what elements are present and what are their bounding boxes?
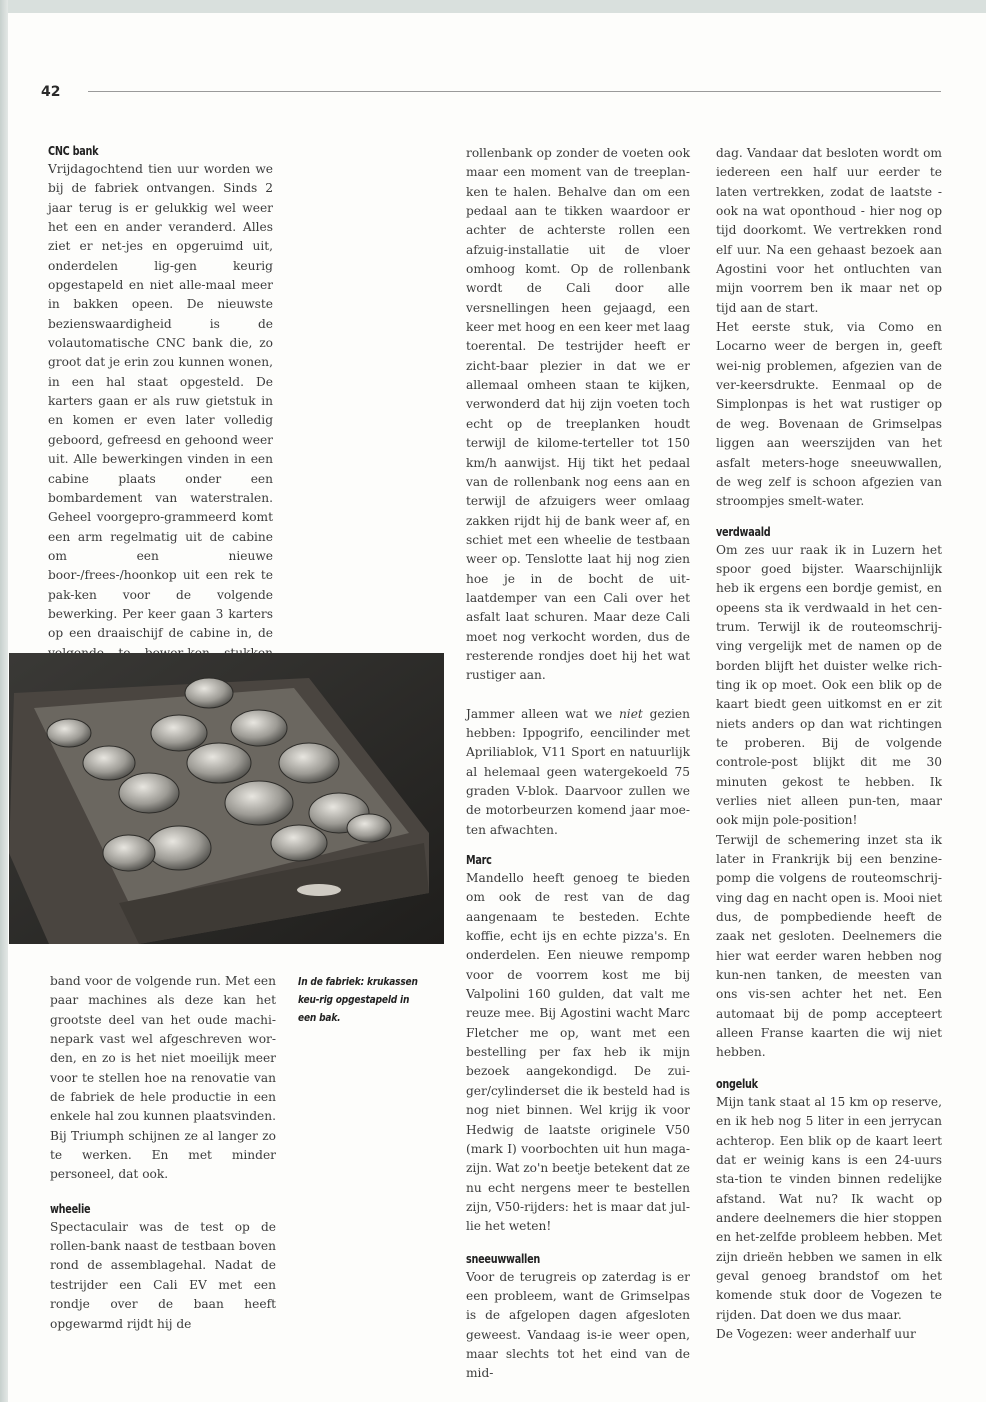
paragraph: Spectaculair was de test op de rollen-bank naast de testbaan boven rond de assemblagehal. Nadat de testrijder een Cali EV met een rondje over de baan heeft opgewarmd rijdt hij de — [50, 1219, 276, 1331]
header-rule — [88, 91, 941, 92]
emphasis: niet — [618, 706, 643, 721]
text-run: Jammer alleen wat we — [466, 706, 619, 721]
paragraph: De Vogezen: weer anderhalf uur — [716, 1326, 916, 1341]
paragraph: rollenbank op zonder de voeten ook maar een moment van de treeplan-ken te halen. Behalve dan om een pedaal aan te tikken waardoor er achter de achterste rollen een afzuig-installatie uit de vloer omhoog komt. Op de rollenbank wordt de Cali door alle versnellingen heen gejaagd, een keer met hoog en een keer met laag toerental. De testrijder heeft er zicht-baar plezier in dat we er allemaal omheen staan te kijken, verwonderd dat hij zijn voeten toch echt op de treeplanken houdt terwijl de kilome-terteller tot 150 km/h aanwijst. Hij tikt het pedaal van de rollenbank nog eens aan en terwijl de afzuigers weer omlaag zakken rijdt hij de bank weer af, en schiet met een wheelie de testbaan weer op. Tenslotte laat hij nog zien hoe je in de bocht de uit-laatdemper van een Cali over het asfalt laat schuren. Maar deze Cali moet nog verkocht worden, dus de resterende rondjes doet hij het wat rustiger aan. — [466, 146, 690, 683]
paragraph: Om zes uur raak ik in Luzern het spoor goed bijster. Waarschijnlijk heb ik ergens een bordje gemist, en opeens sta ik verdwaald in het cen-trum. Terwijl ik de routeomschrij-ving vergelijk met de namen op de borden blijft het duister welke rich-ting ik op moet. Ook een blik op de kaart biedt geen uitkomst en er zit niets anders op dan wat richtingen te proberen. Bij de volgende controle-post blijkt dit me 30 minuten gekost te hebben. Ik verlies niet alleen pun-ten, maar ook mijn pole-position! — [716, 542, 942, 828]
paragraph: Voor de terugreis op zaterdag is er een probleem, want de Grimselpas is de afgelopen dagen afgesloten geweest. Vandaag is-ie weer open, maar slechts tot het eind van de mid- — [466, 1269, 690, 1381]
text-run: gezien hebben: Ippogrifo, eencilinder met Apriliablok, V11 Sport en natuurlijk al helemaal geen watergekoeld 75 graden V-blok. Daarvoor zullen we de motorbeurzen komend jaar moe-ten afwachten. — [466, 706, 690, 837]
section-heading: sneeuwwallen — [466, 1250, 541, 1266]
section-heading: ongeluk — [716, 1075, 758, 1091]
paragraph: Terwijl de schemering inzet sta ik later in Frankrijk bij een benzine-pomp die volgens de routeomschrij-ving dag en nacht open is. Mooi niet dus, de pompbediende heeft de zaak net gesloten. Deelnemers die hier wat eerder waren hebben nog kun-nen tanken, de meesten van ons vis-sen achter het net. Een automaat bij de pomp accepteert alleen Franse kaarten die wij niet hebben. — [716, 832, 942, 1060]
photo-illustration — [9, 653, 444, 944]
column-2 — [466, 144, 690, 1384]
column-3 — [716, 144, 942, 1344]
section-heading: Marc — [466, 852, 492, 868]
paragraph: Mandello heeft genoeg te bieden om ook de rest van de dag aangenaam te besteden. Echte koffie, echt ijs en echte pizza's. En onderdelen. Een nieuwe rempomp voor de voorrem kost me bij Valpolini 160 gulden, dat valt me reuze mee. Bij Agostini wacht Marc Fletcher me op, want met een bestelling per fax heb ik mijn bezoek aangekondigd. De zui-ger/cylinderset die ik besteld had is nog niet binnen. Wel krijg ik voor Hedwig de laatste originele V50 (mark I) voorbochten uit hun maga-zijn. Wat zo'n beetje betekent dat ze nu echt nergens meer te bestellen zijn, V50-rijders: het is maar dat jul-lie het weten! — [466, 871, 690, 1234]
photo-caption: In de fabriek: krukassen keu-rig opgestapeld in een bak. — [298, 976, 418, 1024]
paragraph: Vrijdagochtend tien uur worden we bij de fabriek ontvangen. Sinds 2 jaar terug is er gelukkig wel weer het een en ander veranderd. Alles ziet er net-jes en opgeruimd uit, onderdelen lig-gen keurig opgestapeld en niet alle-maal meer in bakken opeen. De nieuwste bezienswaardigheid is de volautomatische CNC bank die, zo groot dat je erin zou kunnen wonen, in een hal staat opgesteld. De karters gaan er als ruw gietstuk in en komen er even later volledig geboord, gefreesd en gehoond weer uit. Alle bewerkingen vinden in een cabine plaats onder een bombardement van waterstralen. Geheel voorgepro-grammeerd komt een arm regelmatig uit de cabine om een nieuwe boor-/frees-/hoonkop uit een rek te pak-ken voor de volgende bewerking. Per keer gaan 3 karters op een draaischijf de cabine in, de — [48, 162, 273, 641]
section-heading: CNC bank — [48, 143, 99, 158]
crankshaft-photo — [9, 653, 444, 944]
paragraph: Het eerste stuk, via Como en Locarno weer de bergen in, geeft wei-nig problemen, afgezien van de ver-keersdrukte. Eenmaal op de Simplonpas is het wat rustiger op de weg. Bovenaan de Grimselpas liggen aan weerszijden van het asfalt meters-hoge sneeuwwallen, de weg zelf is schoon afgezien van stroompjes smelt-water. — [716, 320, 942, 509]
section-heading: wheelie — [50, 1200, 91, 1216]
paragraph: Mijn tank staat al 15 km op reserve, en ik heb nog 5 liter in een jerrycan achterop. Een blik op de kaart leert dat er weinig kans is een 24-uurs sta-tion te vinden binnen redelijke afstand. Wat nu? Ik wacht op andere deelnemers die hier stoppen en het-zelfde probleem hebben. Met zijn drieën hebben we samen in elk geval genoeg brandstof om het komende stuk door de Vogezen te rijden. Dat doen we dus maar. — [716, 1094, 942, 1322]
section-heading: verdwaald — [716, 523, 771, 539]
column-1-top — [48, 141, 273, 682]
column-1-bottom — [50, 972, 276, 1334]
paragraph: band voor de volgende run. Met een paar machines als deze kan het grootste deel van het oude machi-nepark vast wel afgeschreven wor-den, en zo is het niet moeilijk meer voor te stellen hoe na renovatie van de fabriek de hele productie in een enkele hal zou kunnen plaatsvinden. Bij Triumph schijnen ze al langer zo te werken. En met minder personeel, dat ook. — [50, 974, 276, 1182]
page-number: 42 — [41, 84, 61, 100]
paragraph: dag. Vandaar dat besloten wordt om iedereen een half uur eerder te laten vertrekken, zodat de laatste - ook na wat oponthoud - hier nog op tijd doorkomt. We vertrekken rond elf uur. Na een gehaast bezoek aan Agostini voor het ontluchten van mijn voorrem ben ik maar net op tijd aan de start. — [716, 146, 942, 315]
page-gutter-shadow — [0, 0, 8, 1402]
paragraph — [466, 705, 690, 840]
